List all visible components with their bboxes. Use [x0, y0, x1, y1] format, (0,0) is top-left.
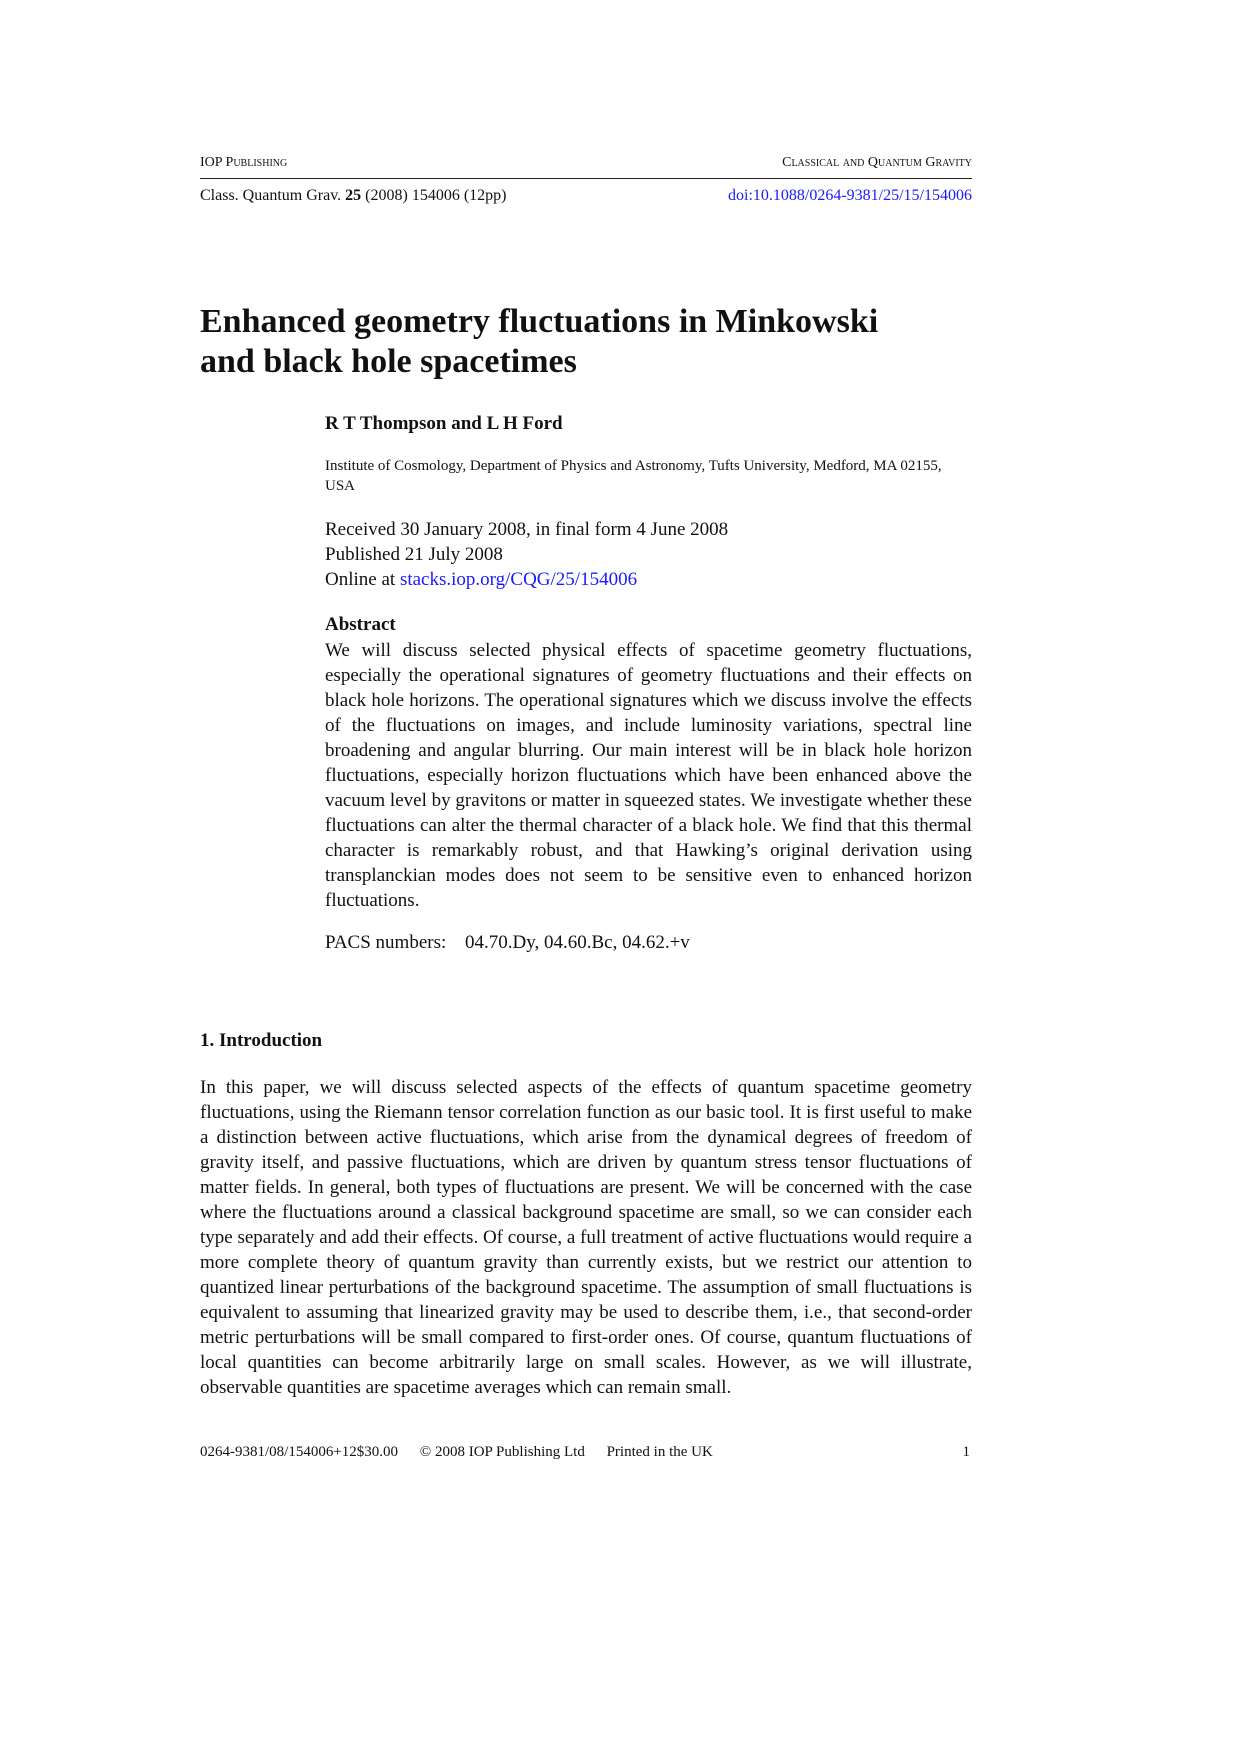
citation-volume: 25 — [345, 187, 362, 204]
online-label: Online at — [325, 569, 396, 590]
footer-info — [200, 1444, 731, 1461]
abstract-heading: Abstract — [325, 614, 396, 635]
section-heading-introduction: 1. Introduction — [200, 1030, 323, 1051]
pacs-numbers — [325, 932, 690, 954]
page-number: 1 — [962, 1444, 970, 1460]
footer-issn-price: 0264-9381/08/154006+12$30.00 — [200, 1444, 399, 1460]
publisher-name: IOP Publishing — [200, 155, 288, 170]
footer-copyright: © 2008 IOP Publishing Ltd — [419, 1444, 585, 1460]
doi-link[interactable]: doi:10.1088/0264-9381/25/15/154006 — [728, 187, 972, 204]
published-date: Published 21 July 2008 — [325, 544, 503, 565]
author-list: R T Thompson and L H Ford — [325, 413, 563, 434]
pacs-codes: 04.70.Dy, 04.60.Bc, 04.62.+v — [465, 932, 690, 953]
journal-name: Classical and Quantum Gravity — [782, 155, 972, 170]
header-rule — [200, 178, 972, 179]
abstract-text: We will discuss selected physical effects of spacetime geometry fluctuations, especially the operational signatures of geometry fluctuations and their effects on black hole horizons. The operational signatures which we discuss involve the effects of the fluctuations on images, and include luminosity variations, spectral line broadening and angular blurring. Our main interest will be in black hole horizon fluctuations, especially horizon fluctuations which have been enhanced above the vacuum level by gravitons or matter in squeezed states. We investigate whether these fluctuations can alter the thermal character of a black hole. We find that this thermal character is remarkably robust, and that Hawking’s original derivation using transplanckian modes does not seem to be sensitive even to enhanced horizon fluctuations. — [325, 640, 972, 911]
citation-line — [200, 187, 506, 205]
introduction-paragraph: In this paper, we will discuss selected aspects of the effects of quantum spacetime geometry fluctuations, using the Riemann tensor correlation function as our basic tool. It is first useful to make a distinction between active fluctuations, which arise from the dynamical degrees of freedom of gravity itself, and passive fluctuations, which are driven by quantum stress tensor fluctuations of matter fields. In general, both types of fluctuations are present. We will be concerned with the case where the fluctuations around a classical background spacetime are small, so we can consider each type separately and add their effects. Of course, a full treatment of active fluctuations would require a more complete theory of quantum gravity than currently exists, but we restrict our attention to quantized linear perturbations of the background spacetime. The assumption of small fluctuations is equivalent to assuming that linearized gravity may be used to describe them, i.e., that second-order metric perturbations will be small compared to first-order ones. Of course, quantum fluctuations of local quantities can become arbitrarily large on small scales. However, as we will illustrate, observable quantities are spacetime averages which can remain small. — [200, 1077, 973, 1398]
affiliation: Institute of Cosmology, Department of Physics and Astronomy, Tufts University, Medford, MA 02155, USA — [325, 458, 942, 494]
footer-printed: Printed in the UK — [606, 1444, 713, 1460]
received-date: Received 30 January 2008, in final form 4 June 2008 — [325, 519, 729, 540]
online-line — [325, 567, 965, 592]
article-title: Enhanced geometry fluctuations in Minkowski and black hole spacetimes — [200, 303, 879, 380]
publication-dates — [325, 517, 965, 592]
citation-journal: Class. Quantum Grav. — [200, 187, 342, 204]
online-link[interactable]: stacks.iop.org/CQG/25/154006 — [399, 569, 638, 590]
citation-details: (2008) 154006 (12pp) — [365, 187, 507, 204]
pacs-label: PACS numbers: — [325, 932, 447, 953]
